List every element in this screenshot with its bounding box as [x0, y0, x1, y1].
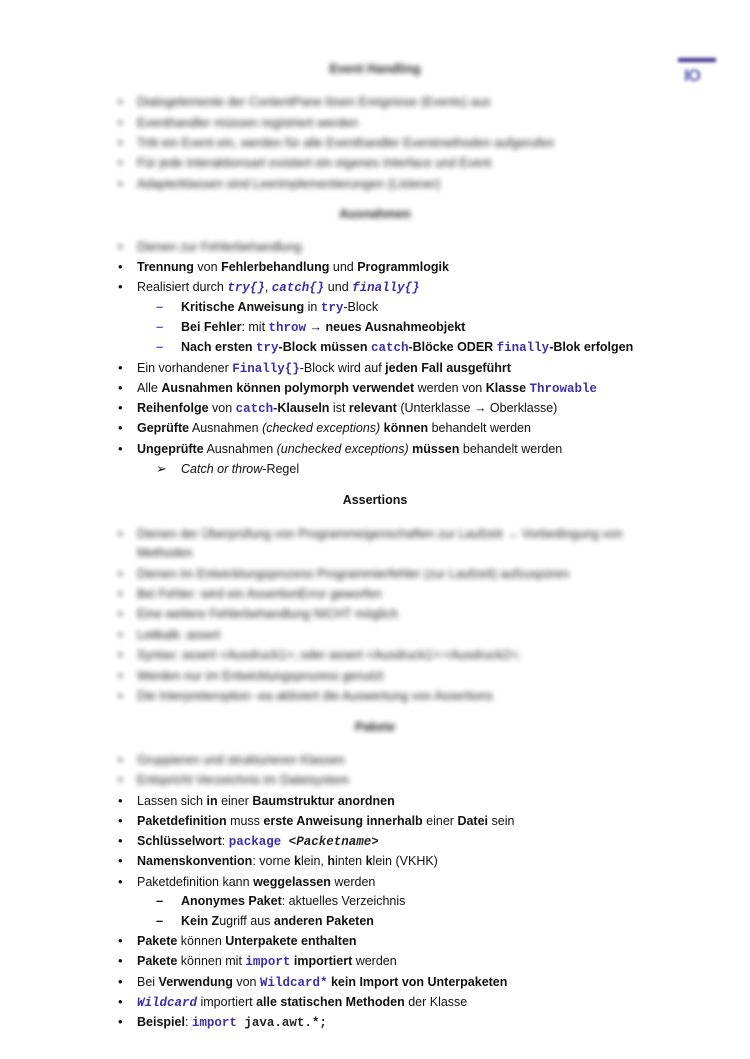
- section-title-assertions: Assertions: [342, 493, 408, 507]
- section-title-packages: Pakete: [354, 720, 396, 734]
- section-title-exceptions: Ausnahmen: [339, 207, 411, 221]
- logo-text: IO: [684, 66, 700, 85]
- section-title-event-handling: Event Handling: [329, 62, 421, 76]
- document-page: IO Event Handling • Dialogelemente der ContentPane lösen Ereignisse (Events) aus • Eventhandler müssen registriert werden • Tritt ein Event ein, werden für alle Eventhandler Eventmethoden aufgerufen • Für jede Interaktionsart existiert ein eigenes Interface und Event • Adapterklassen sind Leerimplementierungen (Listener) Ausnahmen • Dienen zur Fehlerbehandlung • Trennung von Fehlerbehandlung und Programmlogik • Realisiert durch try{}, catch{} und finally{} – Kritische Anweisung in try-Block – Bei Fehler: mit throw → neues Ausnahmeobjekt – Nach ersten try-Block müssen catch-Blöcke ODER finally-Blok erfolgen • Ein vorhandener Finally{}-Block wird auf jeden Fall ausgeführt • Alle Ausnahmen können polymorph verwendet werden von Klasse Throwable • Reihenfolge von catch-Klauseln ist relevant (Unterklasse → Oberklasse) • Geprüfte Ausnahmen (checked exceptions) können behandelt werden • Ungeprüfte Ausnahmen (unchecked exceptions) müssen behandelt werden ➢ Catch or throw-Regel Assertions • Dienen der Überprüfung von Programmeigenschaften zur Laufzeit → Vorbedingung von Methoden • Dienen im Entwicklungsprozess Programmierfehler (zur Laufzeit) aufzuspüren • Bei Fehler: wird ein AssertionError geworfen • Eine weitere Fehlerbehandlung NICHT möglich • Leitkalk: assert • Syntax: assert <Ausdruck1>; oder assert <Ausdruck1>:<Ausdruck2>; • Werden nur im Entwicklungsprozess genutzt • Die Interpreteroption -ea aktiviert die Auswertung von Assertions Pakete • Gruppieren und strukturieren Klassen • Entspricht Verzeichnis im Dateisystem • Lassen sich in einer Baumstruktur anordnen • Paketdefinition muss erste Anweisung innerhalb einer Datei sein • Schlüsselwort: package <Packetname> • Namenskonvention: vorne klein, hinten klein (VKHK) • Paketdefinition kann weggelassen werden – Anonymes Paket: aktuelles Verzeichnis – Kein Zugriff aus anderen Paketen • Pakete können Unterpakete enthalten • Pakete können mit import importiert werden • Bei Verwendung von Wildcard* kein Import von Unterpaketen • Wildcard importiert alle statischen Methoden der Klasse • Beispiel: import java.awt.*;: [0, 0, 750, 1059]
